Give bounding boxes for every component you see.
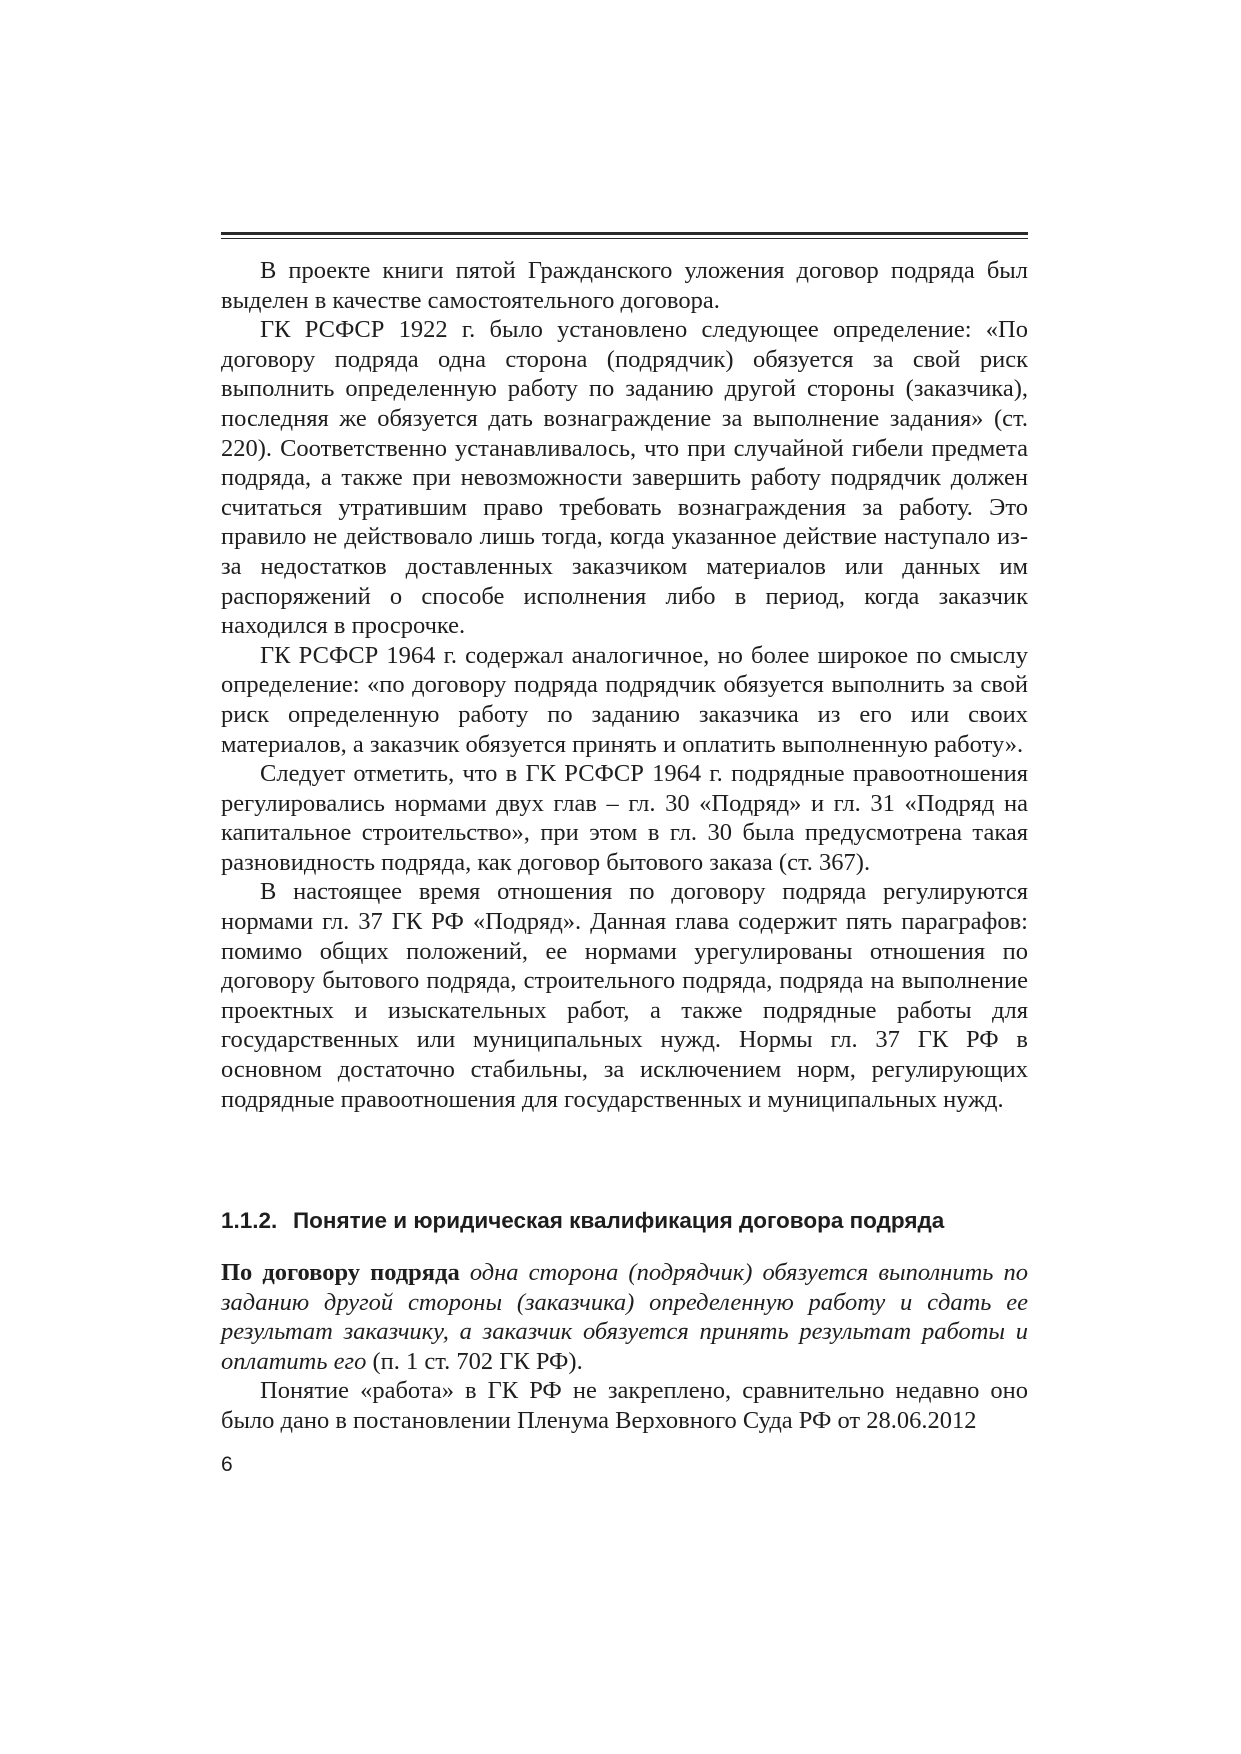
paragraph: В проекте книги пятой Гражданского уложения договор подряда был выделен в качестве самостоятельного договора. <box>221 257 1028 314</box>
page-number: 6 <box>221 1453 233 1476</box>
paragraph: В настоящее время отношения по договору подряда регулируются нормами гл. 37 ГК РФ «Подряд». Данная глава содержит пять параграфов: помимо общих положений, ее нормами урегулированы отношения по договору бытового подряда, строительного подряда, подряда на выполнение проектных и изыскательных работ, а также подрядные работы для государственных или муниципальных нужд. Нормы гл. 37 ГК РФ в основном достаточно стабильны, за исключением норм, регулирующих подрядные правоотношения для государственных и муниципальных нужд. <box>221 878 1028 1113</box>
definition-citation: (п. 1 ст. 702 ГК РФ). <box>372 1347 583 1375</box>
definition-term: По договору подряда <box>221 1259 460 1286</box>
header-rule-thin <box>221 238 1028 239</box>
paragraph: ГК РСФСР 1964 г. содержал аналогичное, но более широкое по смыслу определение: «по договору подряда подрядчик обязуется выполнить за свой риск определенную работу по заданию заказчика из его или своих материалов, а заказчик обязуется принять и оплатить выполненную работу». <box>221 641 1028 758</box>
body-text <box>221 256 1028 1114</box>
section-1-1-2 <box>221 1206 1028 1436</box>
paragraph: Следует отметить, что в ГК РСФСР 1964 г. подрядные правоотношения регулировались нормами двух глав – гл. 30 «Подряд» и гл. 31 «Подряд на капитальное строительство», при этом в гл. 30 была предусмотрена такая разновидность подряда, как договор бытового заказа (ст. 367). <box>221 760 1028 876</box>
paragraph: Понятие «работа» в ГК РФ не закреплено, сравнительно недавно оно было дано в постановлении Пленума Верховного Суда РФ от 28.06.2012 <box>221 1377 1028 1434</box>
section-number: 1.1.2. <box>221 1208 278 1233</box>
header-rule-thick <box>221 232 1028 235</box>
definition-paragraph <box>221 1258 1028 1376</box>
section-title: Понятие и юридическая квалификация договора подряда <box>293 1208 945 1233</box>
definition-body: одна сторона (подрядчик) обязуется выполнить по заданию другой стороны (заказчика) определенную работу и сдать ее результат заказчику, а заказчик обязуется принять результат работы и оплатить его <box>221 1259 1029 1375</box>
paragraph: ГК РСФСР 1922 г. было установлено следующее определение: «По договору подряда одна сторона (подрядчик) обязуется за свой риск выполнить определенную работу по заданию другой стороны (заказчика), последняя же обязуется дать вознаграждение за выполнение задания» (ст. 220). Соответственно устанавливалось, что при случайной гибели предмета подряда, а также при невозможности завершить работу подрядчик должен считаться утратившим право требовать вознаграждения за работу. Это правило не действовало лишь тогда, когда указанное действие наступало из-за недостатков доставленных заказчиком материалов или данных им распоряжений о способе исполнения либо в период, когда заказчик находился в просрочке. <box>221 316 1028 640</box>
section-heading <box>221 1206 1028 1236</box>
